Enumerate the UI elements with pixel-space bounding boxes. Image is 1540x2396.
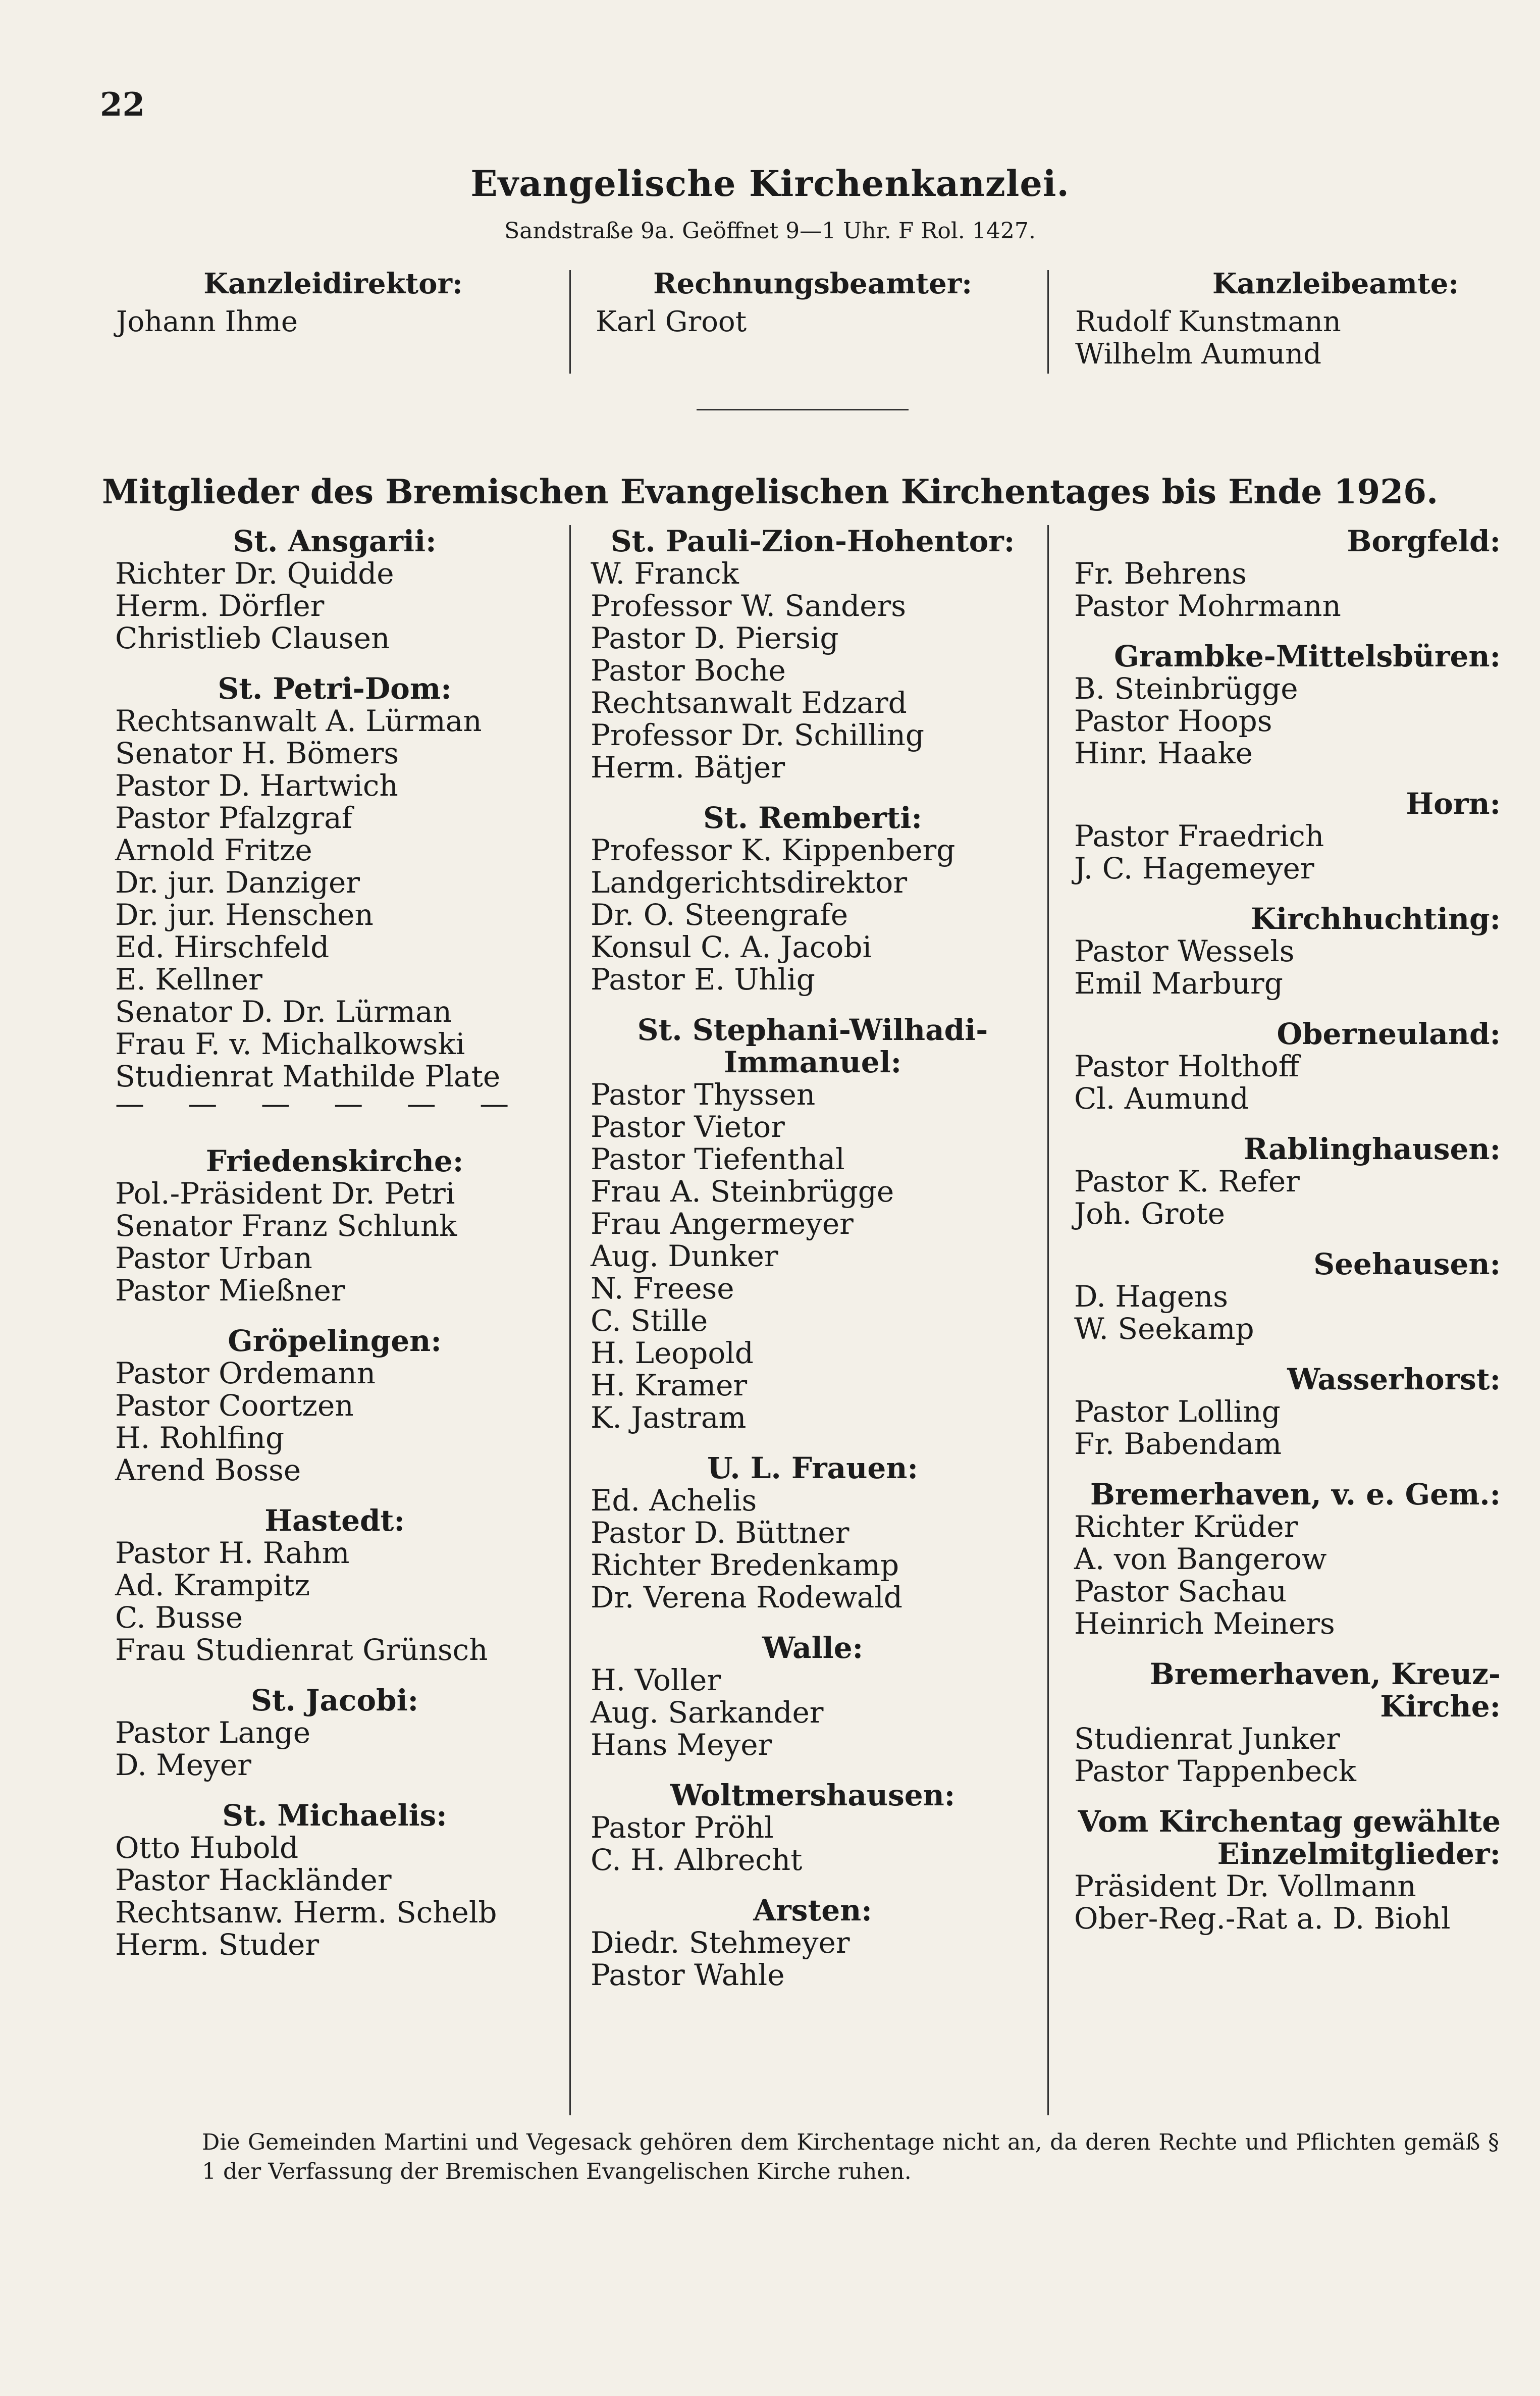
member-name: Arend Bosse — [115, 1453, 301, 1487]
member-name: Senator Franz Schlunk — [115, 1209, 457, 1243]
members-column-left — [115, 525, 554, 1979]
member-name: Joh. Grote — [1074, 1196, 1226, 1231]
member-name: Rechtsanwalt Edzard — [591, 686, 907, 720]
parish-group — [115, 1325, 554, 1486]
members-column-right — [1074, 525, 1501, 1953]
parish-group — [1074, 903, 1501, 1000]
parish-heading: Borgfeld: — [1347, 524, 1501, 558]
parish-heading: Friedenskirche: — [205, 1144, 464, 1178]
member-name: D. Hagens — [1074, 1279, 1229, 1314]
accounting-official-column — [596, 268, 1030, 338]
member-name: B. Steinbrügge — [1074, 671, 1298, 706]
member-name: Hinr. Haake — [1074, 736, 1253, 770]
member-name: W. Seekamp — [1074, 1312, 1254, 1346]
footnote — [116, 2128, 1499, 2186]
member-name: Dr. jur. Danziger — [115, 865, 360, 900]
member-name: Frau Angermeyer — [591, 1207, 854, 1241]
member-name: Fr. Behrens — [1074, 556, 1247, 591]
member-name: Senator H. Bömers — [115, 736, 399, 770]
member-name: Pastor Ordemann — [115, 1356, 376, 1390]
kanzlei-director-column — [116, 268, 550, 338]
member-name: Dr. Verena Rodewald — [591, 1580, 902, 1614]
member-name: Pastor Hoops — [1074, 704, 1272, 738]
member-name: Pastor D. Büttner — [591, 1516, 849, 1550]
parish-heading: Vom Kirchentag gewählte Einzelmitglieder: — [1078, 1804, 1501, 1871]
members-section-title: Mitglieder des Bremischen Evangelischen Kirchentages bis Ende 1926. — [101, 472, 1439, 511]
member-name: C. Busse — [115, 1600, 243, 1635]
member-name: Ober-Reg.-Rat a. D. Biohl — [1074, 1901, 1451, 1936]
member-name: Pastor Pfalzgraf — [115, 801, 353, 835]
member-name: Pastor Mohrmann — [1074, 589, 1341, 623]
member-name: W. Franck — [591, 556, 739, 591]
parish-group — [1074, 788, 1501, 884]
member-name: H. Leopold — [591, 1336, 754, 1370]
member-name: Aug. Dunker — [591, 1239, 778, 1273]
member-name: Frau F. v. Michalkowski — [115, 1027, 465, 1061]
member-name: Cl. Aumund — [1074, 1081, 1249, 1116]
member-name: Rechtsanw. Herm. Schelb — [115, 1895, 497, 1930]
member-name: Pastor Mießner — [115, 1273, 345, 1308]
member-name: C. H. Albrecht — [591, 1843, 803, 1877]
column-divider — [1047, 525, 1049, 2115]
member-name: Pastor Boche — [591, 653, 786, 688]
member-name: Pastor Hackländer — [115, 1863, 392, 1897]
parish-heading: Oberneuland: — [1277, 1017, 1501, 1051]
member-name: Pastor Coortzen — [115, 1388, 354, 1423]
parish-heading: St. Pauli-Zion-Hohentor: — [610, 524, 1015, 558]
member-name: Pastor Lange — [115, 1715, 311, 1750]
member-name: Herm. Dörfler — [115, 589, 325, 623]
parish-group — [591, 1014, 1035, 1434]
member-name: Arnold Fritze — [115, 833, 312, 867]
member-name: H. Kramer — [591, 1368, 748, 1402]
member-name: Professor W. Sanders — [591, 589, 907, 623]
parish-heading: Seehausen: — [1313, 1247, 1501, 1281]
member-name: H. Voller — [591, 1663, 721, 1697]
parish-group — [115, 1799, 554, 1961]
parish-group — [591, 802, 1035, 996]
member-name: Präsident Dr. Vollmann — [1074, 1869, 1416, 1903]
member-name: Pastor H. Rahm — [115, 1536, 350, 1570]
parish-heading: U. L. Frauen: — [707, 1451, 918, 1485]
parish-heading: St. Petri-Dom: — [218, 671, 452, 706]
parish-heading: Gröpelingen: — [228, 1324, 442, 1358]
parish-group — [591, 1452, 1035, 1613]
parish-group — [115, 525, 554, 654]
member-name: Heinrich Meiners — [1074, 1606, 1335, 1641]
parish-heading: Woltmershausen: — [670, 1778, 955, 1812]
member-name: Studienrat Junker — [1074, 1722, 1340, 1756]
page-title: Evangelische Kirchenkanzlei. — [470, 163, 1070, 204]
parish-group — [1074, 1363, 1501, 1460]
member-name: Pastor Wessels — [1074, 934, 1295, 968]
member-name: Ad. Krampitz — [115, 1568, 310, 1602]
member-name: Emil Marburg — [1074, 966, 1283, 1001]
member-name: Aug. Sarkander — [591, 1695, 824, 1730]
member-name: Frau Studienrat Grünsch — [115, 1633, 488, 1667]
parish-group — [591, 1632, 1035, 1761]
member-name: Pastor Holthoff — [1074, 1049, 1299, 1083]
dash-separator: — — — — — — — [115, 1086, 526, 1121]
section-rule — [697, 409, 909, 410]
chancery-official-name: Wilhelm Aumund — [1075, 338, 1322, 371]
chancery-official-name: Rudolf Kunstmann — [1075, 305, 1341, 338]
member-name: Pastor E. Uhlig — [591, 962, 815, 997]
footnote-text: Die Gemeinden Martini und Vegesack gehören dem Kirchentage nicht an, da deren Rechte und Pflichten gemäß § 1 der Verfassung der Bremischen Evangelischen Kirche ruhen. — [202, 2129, 1499, 2184]
parish-heading: Arsten: — [753, 1893, 872, 1928]
members-column-middle — [591, 525, 1035, 2009]
parish-heading: St. Stephani-Wilhadi-Immanuel: — [637, 1013, 988, 1079]
member-name: Hans Meyer — [591, 1728, 772, 1762]
parish-heading: Rablinghausen: — [1243, 1132, 1501, 1166]
parish-heading: Wasserhorst: — [1287, 1362, 1501, 1396]
parish-group — [115, 1684, 554, 1781]
member-name: Richter Bredenkamp — [591, 1548, 899, 1582]
page-subtitle: Sandstraße 9a. Geöffnet 9—1 Uhr. F Rol. 1427. — [504, 218, 1036, 244]
chancery-officials-column — [1075, 268, 1459, 371]
member-name: Otto Hubold — [115, 1831, 299, 1865]
member-name: Richter Dr. Quidde — [115, 556, 394, 591]
member-name: Professor K. Kippenberg — [591, 833, 955, 867]
member-name: Pastor D. Piersig — [591, 621, 839, 655]
member-name: K. Jastram — [591, 1400, 747, 1435]
parish-group — [591, 1779, 1035, 1876]
member-name: Pastor Lolling — [1074, 1394, 1281, 1429]
member-name: Pastor Wahle — [591, 1958, 785, 1992]
member-name: Pol.-Präsident Dr. Petri — [115, 1176, 455, 1211]
member-name: Frau A. Steinbrügge — [591, 1174, 894, 1209]
member-name: Ed. Hirschfeld — [115, 930, 330, 964]
member-name: N. Freese — [591, 1271, 734, 1306]
parish-group — [591, 525, 1035, 784]
member-name: Richter Krüder — [1074, 1509, 1298, 1544]
member-name: Pastor Sachau — [1074, 1574, 1287, 1608]
column-divider — [1047, 270, 1049, 374]
parish-heading: St. Remberti: — [703, 801, 922, 835]
kanzlei-director-name: Johann Ihme — [116, 305, 298, 338]
parish-group — [1074, 525, 1501, 622]
parish-heading: Grambke-Mittelsbüren: — [1114, 639, 1501, 673]
parish-group — [115, 672, 554, 1120]
member-name: Pastor Pröhl — [591, 1810, 774, 1845]
member-name: Pastor Tappenbeck — [1074, 1754, 1356, 1788]
parish-group — [591, 1894, 1035, 1991]
accounting-official-heading: Rechnungsbeamter: — [653, 267, 972, 300]
parish-group — [1074, 1018, 1501, 1115]
parish-heading: St. Michaelis: — [222, 1798, 447, 1833]
member-name: Landgerichtsdirektor — [591, 865, 908, 900]
member-name: Konsul C. A. Jacobi — [591, 930, 872, 964]
member-name: J. C. Hagemeyer — [1074, 851, 1314, 886]
kanzlei-director-heading: Kanzleidirektor: — [203, 267, 463, 300]
member-name: Diedr. Stehmeyer — [591, 1925, 850, 1960]
parish-group — [1074, 640, 1501, 769]
member-name: Studienrat Mathilde Plate — [115, 1059, 501, 1093]
parish-group — [1074, 1658, 1501, 1787]
member-name: Christlieb Clausen — [115, 621, 390, 655]
member-name: Rechtsanwalt A. Lürman — [115, 704, 482, 738]
member-name: Fr. Babendam — [1074, 1427, 1282, 1461]
member-name: Senator D. Dr. Lürman — [115, 995, 452, 1029]
parish-group — [1074, 1805, 1501, 1935]
parish-heading: Hastedt: — [264, 1503, 405, 1538]
member-name: Pastor Tiefenthal — [591, 1142, 845, 1176]
parish-group — [115, 1504, 554, 1666]
member-name: H. Rohlfing — [115, 1421, 285, 1455]
column-divider — [569, 270, 571, 374]
member-name: Ed. Achelis — [591, 1483, 757, 1518]
member-name: Professor Dr. Schilling — [591, 718, 925, 752]
member-name: Herm. Bätjer — [591, 750, 785, 785]
parish-heading: Kirchhuchting: — [1250, 902, 1501, 936]
member-name: Pastor Vietor — [591, 1110, 785, 1144]
parish-group — [1074, 1478, 1501, 1640]
member-name: Pastor D. Hartwich — [115, 768, 398, 803]
member-name: A. von Bangerow — [1074, 1542, 1327, 1576]
member-name: Dr. jur. Henschen — [115, 898, 374, 932]
member-name: Dr. O. Steengrafe — [591, 898, 848, 932]
member-name: Pastor Urban — [115, 1241, 312, 1275]
parish-group — [115, 1145, 554, 1307]
column-divider — [569, 525, 571, 2115]
member-name: E. Kellner — [115, 962, 262, 997]
parish-heading: St. Ansgarii: — [233, 524, 437, 558]
parish-heading: Horn: — [1406, 787, 1501, 821]
parish-heading: Bremerhaven, Kreuz-Kirche: — [1149, 1657, 1501, 1724]
member-name: C. Stille — [591, 1304, 708, 1338]
member-name: D. Meyer — [115, 1748, 251, 1782]
member-name: Pastor K. Refer — [1074, 1164, 1300, 1199]
page-number: 22 — [100, 86, 145, 124]
parish-heading: Bremerhaven, v. e. Gem.: — [1090, 1477, 1501, 1512]
chancery-officials-heading: Kanzleibeamte: — [1212, 267, 1459, 300]
member-name: Herm. Studer — [115, 1928, 320, 1962]
accounting-official-name: Karl Groot — [596, 305, 747, 338]
member-name: Pastor Thyssen — [591, 1077, 816, 1112]
parish-heading: Walle: — [762, 1631, 864, 1665]
parish-group — [1074, 1133, 1501, 1230]
member-name: Pastor Fraedrich — [1074, 819, 1324, 853]
parish-group — [1074, 1248, 1501, 1345]
parish-heading: St. Jacobi: — [250, 1683, 419, 1717]
